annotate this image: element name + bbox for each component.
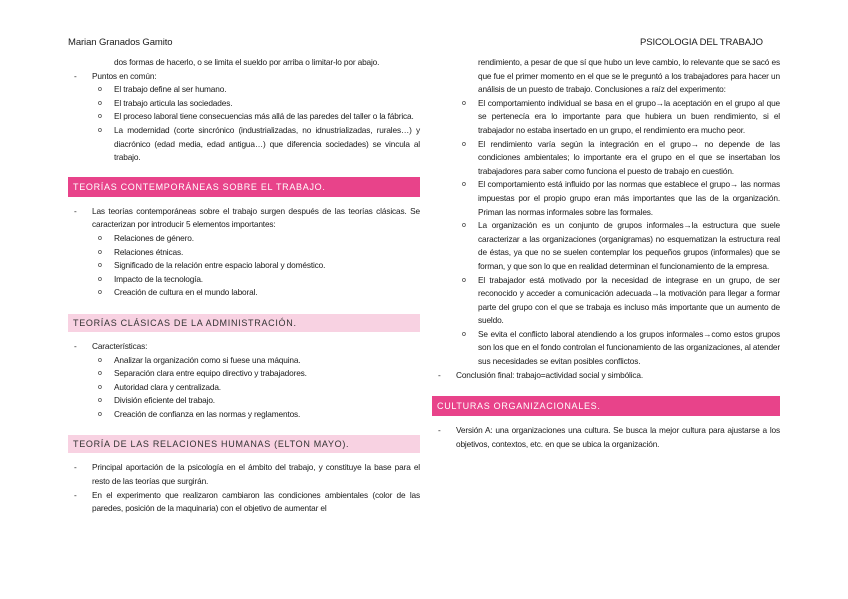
list-item: o Creación de cultura en el mundo laboral. (98, 287, 258, 298)
list-item: o El rendimiento varía según la integración en el grupo→ no depende de las condiciones ambientales; lo importante era el grupo en el que se insertaban los trabajadores para saber como funciona el puesto de trabajo en cuestión. (462, 138, 780, 176)
list-item: o Significado de la relación entre espacio laboral y doméstico. (98, 260, 326, 271)
list-item: - En el experimento que realizaron cambiaron las condiciones ambientales (color de las paredes, posición de la maquinaria) con el objetivo de aumentar el (74, 489, 420, 514)
list-item: o El trabajo articula las sociedades. (98, 97, 233, 108)
list-item: o La organización es un conjunto de grupos informales→la estructura que suele caracterizar a las organizaciones (organigramas) no esquematizan la estructura real de éstas, ya que no se suelen contemplar los pequeños grupos (informales) que se forman, y que son lo que en realidad determinan el funcionamiento de la empresa. (462, 220, 780, 271)
list-item: - Principal aportación de la psicología en el ámbito del trabajo, y constituye la base para el resto de las teorías que surgirán. (74, 462, 420, 487)
list-item: - Puntos en común: (74, 70, 157, 81)
list-item: o Relaciones étnicas. (98, 246, 184, 257)
list-item: o La modernidad (corte sincrónico (industrializadas, no idnustrializadas, rurales…) y diacrónico (edad media, edad antigua…) que diferencia sociedades) se vincula al trabajo. (98, 124, 420, 163)
list-item: o El trabajador está motivado por la necesidad de integrase en un grupo, de ser reconocido y acceder a comunicación adecuada→la motivación para llegar a formar parte del grupo con el que se trabaja es incluso más importante que un aumento de sueldo. (462, 274, 780, 326)
list-item: o Separación clara entre equipo directivo y trabajadores. (98, 368, 307, 379)
list-item: o Impacto de la tecnología. (98, 273, 203, 284)
experiment-continuation: rendimiento, a pesar de que sí que hubo un leve cambio, lo relevante que se sacó es que fue el primer momento en el que se le preguntó a los trabajadores para hacer un análisis de un puesto de trabajo. Conclusiones a raíz del experimento: (478, 57, 780, 95)
list-item: o Creación de confianza en las normas y reglamentos. (98, 408, 301, 419)
section-heading-clasicas: TEORÍAS CLÁSICAS DE LA ADMINISTRACIÓN. (68, 314, 420, 332)
list-item: o El comportamiento está influido por las normas que establece el grupo→ las normas impuestas por el propio grupo eran más importantes que las de la organización. Priman las normas informales sobre las formales. (462, 179, 780, 217)
list-item: - Versión A: una organizaciones una cultura. Se busca la mejor cultura para ajustarse a los objetivos, contextos, etc. en que se ubica la organización. (438, 425, 780, 449)
page-header-author: Marian Granados Gamito (68, 37, 173, 48)
list-item: o Se evita el conflicto laboral atendiendo a los grupos informales→como estos grupos son los que en el fondo controlan el funcionamiento de las organizaciones, al atender sus necesidades se evitan posibles conflictos. (462, 328, 780, 367)
page-header-course: PSICOLOGIA DEL TRABAJO (640, 37, 763, 48)
list-item: - Conclusión final: trabajo=actividad social y simbólica. (438, 369, 644, 380)
section-heading-culturas: CULTURAS ORGANIZACIONALES. (432, 396, 780, 416)
section-heading-relaciones-humanas: TEORÍA DE LAS RELACIONES HUMANAS (ELTON MAYO). (68, 435, 420, 453)
list-item: o Relaciones de género. (98, 232, 194, 243)
section-heading-contemporaneas: TEORÍAS CONTEMPORÁNEAS SOBRE EL TRABAJO. (68, 177, 420, 197)
right-column (432, 56, 780, 451)
list-item: - Las teorías contemporáneas sobre el trabajo surgen después de las teorías clásicas. Se caracterizan por introducir 5 elementos importantes: (74, 205, 420, 230)
list-item: o Autoridad clara y centralizada. (98, 381, 221, 392)
list-item: o División eficiente del trabajo. (98, 395, 215, 406)
list-item: - Características: (74, 340, 148, 351)
left-column (68, 56, 420, 516)
list-item: o El trabajo define al ser humano. (98, 84, 227, 95)
list-item: o El proceso laboral tiene consecuencias más allá de las paredes del taller o la fábrica. (98, 111, 414, 122)
list-item: o El comportamiento individual se basa en el grupo→la aceptación en el grupo al que se pertenecía era lo importante para que hubiera un buen rendimiento, si el trabajador no estaba insertado en un grupo, el rendimiento era mucho peor. (462, 97, 780, 135)
intro-continuation: dos formas de hacerlo, o se limita el sueldo por arriba o limitar-lo por abajo. (114, 57, 380, 67)
list-item: o Analizar la organización como si fuese una máquina. (98, 354, 301, 365)
